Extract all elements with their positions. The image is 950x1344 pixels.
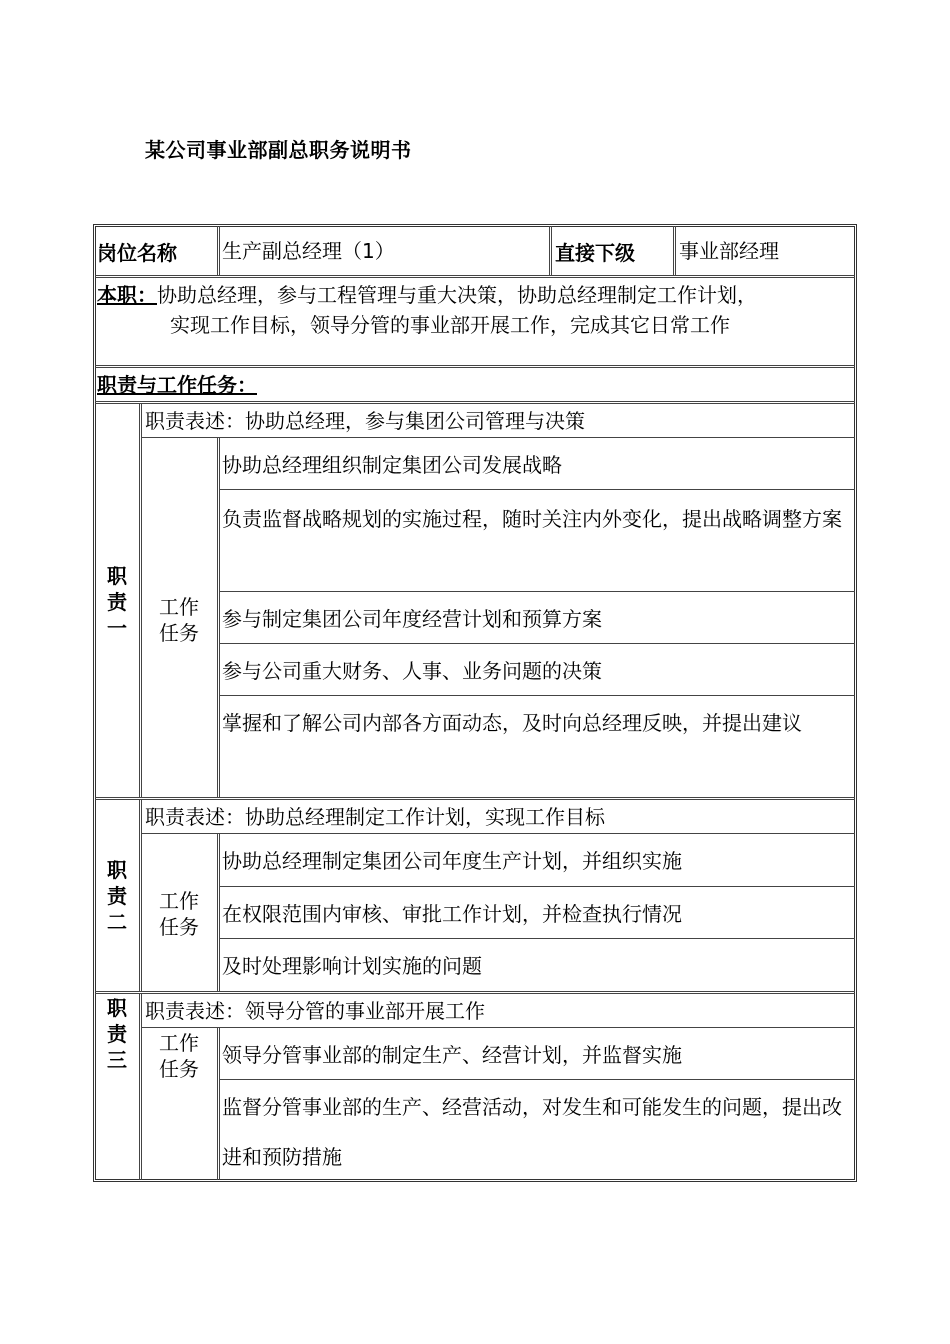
duty-3-label: 职责三 (107, 996, 127, 1072)
divider (217, 226, 220, 276)
divider (139, 800, 142, 992)
duty-1-task-2: 负责监督战略规划的实施过程，随时关注内外变化，提出战略调整方案 (222, 507, 842, 531)
duty-2-task-2: 在权限范围内审核、审批工作计划，并检查执行情况 (222, 902, 682, 926)
duty-2-task-1: 协助总经理制定集团公司年度生产计划，并组织实施 (222, 849, 682, 873)
divider (139, 994, 142, 1180)
divider (549, 226, 552, 276)
duty-2-statement: 职责表述：协助总经理制定工作计划，实现工作目标 (145, 805, 605, 829)
position-name-label: 岗位名称 (97, 241, 177, 265)
duty-2-label: 职责二 (107, 858, 127, 934)
core-duty-label: 本职： (97, 283, 157, 307)
direct-subordinate-label: 直接下级 (555, 241, 635, 265)
duty-1-task-3: 参与制定集团公司年度经营计划和预算方案 (222, 607, 602, 631)
divider (220, 489, 855, 490)
divider (142, 1027, 855, 1028)
divider (220, 695, 855, 696)
divider (95, 991, 855, 994)
divider (95, 275, 855, 278)
duty-3-statement: 职责表述：领导分管的事业部开展工作 (145, 999, 485, 1023)
direct-subordinate-value: 事业部经理 (679, 239, 779, 263)
duty-3-task-2: 监督分管事业部的生产、经营活动，对发生和可能发生的问题，提出改进和预防措施 (222, 1095, 842, 1169)
core-duty-text-1: 协助总经理，参与工程管理与重大决策，协助总经理制定工作计划， (157, 283, 757, 307)
divider (217, 438, 220, 798)
duty-2-task-label: 工作任务 (159, 889, 199, 939)
core-duty-line-1 (97, 280, 757, 310)
duty-1-task-5: 掌握和了解公司内部各方面动态，及时向总经理反映，并提出建议 (222, 711, 802, 735)
divider (220, 591, 855, 592)
duties-heading: 职责与工作任务： (97, 373, 257, 397)
divider (220, 643, 855, 644)
divider (217, 834, 220, 992)
divider (220, 938, 855, 939)
document-title: 某公司事业部副总职务说明书 (145, 138, 412, 162)
divider (217, 1028, 220, 1180)
duty-1-task-1: 协助总经理组织制定集团公司发展战略 (222, 453, 562, 477)
position-name-value: 生产副总经理（1） (222, 239, 395, 263)
divider (142, 437, 855, 438)
divider (220, 886, 855, 887)
core-duty-line-2: 实现工作目标，领导分管的事业部开展工作，完成其它日常工作 (170, 313, 730, 337)
duty-1-statement: 职责表述：协助总经理，参与集团公司管理与决策 (145, 409, 585, 433)
divider (95, 797, 855, 800)
divider (142, 833, 855, 834)
duty-1-task-label: 工作任务 (159, 595, 199, 645)
divider (95, 401, 855, 404)
divider (139, 403, 142, 798)
divider (95, 365, 855, 368)
duty-3-task-1: 领导分管事业部的制定生产、经营计划，并监督实施 (222, 1043, 682, 1067)
duty-1-label: 职责一 (107, 564, 127, 640)
divider (220, 1079, 855, 1080)
divider (673, 226, 676, 276)
duty-3-task-label: 工作任务 (159, 1031, 199, 1081)
duty-2-task-3: 及时处理影响计划实施的问题 (222, 954, 482, 978)
duty-1-task-4: 参与公司重大财务、人事、业务问题的决策 (222, 659, 602, 683)
